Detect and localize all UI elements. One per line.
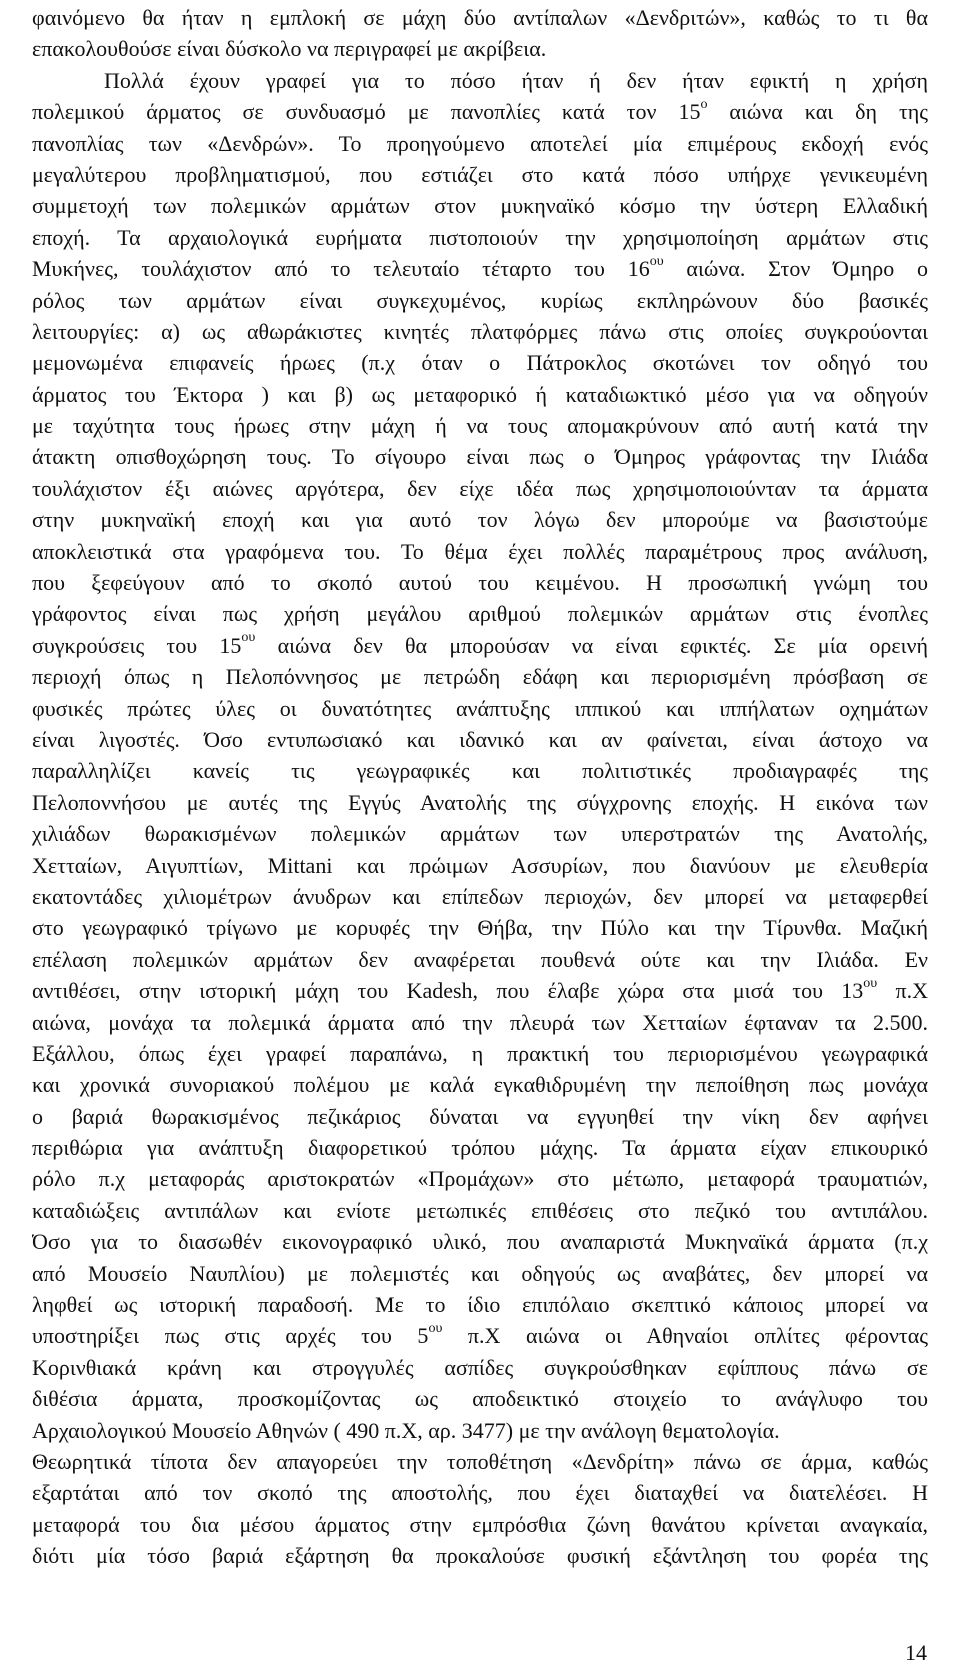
text-line: περιθώρια για ανάπτυξη διαφορετικού τρόπου μάχης. Τα άρματα είχαν επικουρικό <box>32 1135 928 1161</box>
text-line: ληφθεί ως ιστορική παραδοσή. Με το ίδιο επιπόλαιο σκεπτικό κάποιος μπορεί να <box>32 1292 928 1318</box>
text-line: λειτουργίες: α) ως αθωράκιστες κινητές πλατφόρμες πάνω στις οποίες συγκρούονται <box>32 318 928 344</box>
text-line: Χετταίων, Αιγυπτίων, Mittani και πρώιμων Ασσυρίων, που διανύουν με ελευθερία <box>32 852 928 878</box>
text-line <box>32 630 928 661</box>
text-segment: αιώνα δεν θα μπορούσαν να είναι εφικτές. Σε μία ορεινή <box>255 632 928 658</box>
text-line: φυσικές πρώτες ύλες οι δυνατότητες ανάπτυξης ιππικού και ιππήλατων οχημάτων <box>32 695 928 721</box>
text-line: Αρχαιολογικού Μουσείο Αθηνών ( 490 π.Χ, αρ. 3477) με την ανάλογη θεματολογία. <box>32 1417 780 1443</box>
text-line: χιλιάδων θωρακισμένων πολεμικών αρμάτων των υπερστρατών της Ανατολής, <box>32 821 928 847</box>
text-line: μεταφορά του δια μέσου άρματος στην εμπρόσθια ζώνη θανάτου κρίνεται αναγκαία, <box>32 1511 928 1537</box>
text-line: ο βαριά θωρακισμένος πεζικάριος δύναται να εγγυηθεί την νίκη δεν αφήνει <box>32 1103 928 1129</box>
text-line: Θεωρητικά τίποτα δεν απαγορεύει την τοποθέτηση «Δενδρίτη» πάνω σε άρμα, καθώς <box>32 1448 928 1474</box>
text-line: με ταχύτητα τους ήρωες στην μάχη ή να τους απομακρύνουν από αυτή κατά την <box>32 413 928 439</box>
text-segment: πολεμικού άρματος σε συνδυασμό με πανοπλίες κατά τον 15 <box>32 99 701 125</box>
text-line: διθέσια άρματα, προσκομίζοντας ως αποδεικτικό στοιχείο το ανάγλυφο του <box>32 1386 928 1412</box>
text-segment: αιώνα και δη της <box>707 99 928 125</box>
text-segment: π.Χ αιώνα οι Αθηναίοι οπλίτες φέροντας <box>442 1323 928 1349</box>
text-line <box>32 253 928 284</box>
text-line: μεμονωμένα επιφανείς ήρωες (π.χ όταν ο Πάτροκλος σκοτώνει τον οδηγό του <box>32 350 928 376</box>
superscript: ου <box>428 1321 443 1337</box>
text-line: άτακτη οπισθοχώρηση τους. Το σίγουρο είναι πως ο Όμηρος γράφοντας την Ιλιάδα <box>32 444 928 470</box>
body-text <box>32 0 928 1572</box>
text-line <box>32 1320 928 1351</box>
text-line: και χρονικά συνοριακού πολέμου με καλά εγκαθιδρυμένη την πεποίθηση πως μονάχα <box>32 1072 928 1098</box>
text-segment: π.Χ <box>877 978 928 1004</box>
text-line: διότι μία τόσο βαριά εξάρτηση θα προκαλούσε φυσική εξάντληση του φορέα της <box>32 1543 928 1569</box>
text-line: γράφοντος είναι πως χρήση μεγάλου αριθμού πολεμικών αρμάτων στις ένοπλες <box>32 601 928 627</box>
superscript: ου <box>863 975 878 991</box>
text-line <box>32 96 928 127</box>
text-line: παραλληλίζει κανείς τις γεωγραφικές και πολιτιστικές προδιαγραφές της <box>32 758 928 784</box>
text-line: μεγαλύτερου προβληματισμού, που εστιάζει στο κατά πόσο υπήρχε γενικευμένη <box>32 161 928 187</box>
text-line: στο γεωγραφικό τρίγωνο με κορυφές την Θήβα, την Πύλο και την Τίρυνθα. Μαζική <box>32 915 928 941</box>
text-segment: αντιθέσει, στην ιστορική μάχη του Kadesh, που έλαβε χώρα στα μισά του 13 <box>32 978 864 1004</box>
text-line: επέλαση πολεμικών αρμάτων δεν αναφέρεται πουθενά ούτε και την Ιλιάδα. Εν <box>32 946 928 972</box>
document-page <box>32 0 928 1572</box>
text-line: Όσο για το διασωθέν εικονογραφικό υλικό, που αναπαριστά Μυκηναϊκά άρματα (π.χ <box>32 1229 928 1255</box>
text-line: εποχή. Τα αρχαιολογικά ευρήματα πιστοποιούν την χρησιμοποίηση αρμάτων στις <box>32 224 928 250</box>
text-line: άρματος του Έκτορα ) και β) ως μεταφορικό ή καταδιωκτικό μέσο για να οδηγούν <box>32 381 928 407</box>
text-line: συμμετοχή των πολεμικών αρμάτων στον μυκηναϊκό κόσμο την ύστερη Ελλαδική <box>32 193 928 219</box>
text-line: Κορινθιακά κράνη και στρογγυλές ασπίδες συγκρούσθηκαν εφίππους πάνω σε <box>32 1354 928 1380</box>
text-segment: αιώνα. Στον Όμηρο ο <box>663 256 928 282</box>
text-line <box>32 975 928 1006</box>
text-line: φαινόμενο θα ήταν η εμπλοκή σε μάχη δύο αντίπαλων «Δενδριτών», καθώς το τι θα <box>32 5 928 30</box>
text-line: Εξάλλου, όπως έχει γραφεί παραπάνω, η πρακτική του περιορισμένου γεωγραφικά <box>32 1040 928 1066</box>
text-line: περιοχή όπως η Πελοπόννησος με πετρώδη εδάφη και περιορισμένη πρόσβαση σε <box>32 664 928 690</box>
text-line: ρόλος των αρμάτων είναι συγκεχυμένος, κυρίως εκπληρώνουν δύο βασικές <box>32 287 928 313</box>
text-line: Πελοποννήσου με αυτές της Εγγύς Ανατολής της σύγχρονης εποχής. Η εικόνα των <box>32 789 928 815</box>
text-line: ρόλο π.χ μεταφοράς αριστοκρατών «Προμάχων» στο μέτωπο, μεταφορά τραυματιών, <box>32 1166 928 1192</box>
text-line: εκατοντάδες χιλιομέτρων άνυδρων και επίπεδων περιοχών, δεν μπορεί να μεταφερθεί <box>32 883 928 909</box>
superscript: ου <box>241 630 256 646</box>
text-line: είναι λιγοστές. Όσο εντυπωσιακό και ιδανικό και αν φαίνεται, είναι άστοχο να <box>32 726 928 752</box>
text-line: από Μουσείο Ναυπλίου) με πολεμιστές και οδηγούς ως αναβάτες, δεν μπορεί να <box>32 1260 928 1286</box>
text-line: καταδιώξεις αντιπάλων και ενίοτε μετωπικές επιθέσεις στο πεζικό του αντιπάλου. <box>32 1197 928 1223</box>
text-line: Πολλά έχουν γραφεί για το πόσο ήταν ή δεν ήταν εφικτή η χρήση <box>104 67 928 93</box>
superscript: ο <box>700 96 708 112</box>
text-line: επακολουθούσε είναι δύσκολο να περιγραφεί με ακρίβεια. <box>32 36 547 62</box>
text-line: αιώνα, μονάχα τα πολεμικά άρματα από την πλευρά των Χετταίων έφταναν τα 2.500. <box>32 1009 928 1035</box>
text-line: πανοπλίας των «Δενδρών». Το προηγούμενο αποτελεί μία επιμέρους εκδοχή ενός <box>32 130 928 156</box>
text-segment: Μυκήνες, τουλάχιστον από το τελευταίο τέταρτο του 16 <box>32 256 650 282</box>
text-segment: συγκρούσεις του 15 <box>32 632 242 658</box>
text-segment: υποστηρίξει πως στις αρχές του 5 <box>32 1323 429 1349</box>
superscript: ου <box>649 253 664 269</box>
text-line: τουλάχιστον έξι αιώνες αργότερα, δεν είχε ιδέα πως χρησιμοποιούνταν τα άρματα <box>32 475 928 501</box>
text-line: που ξεφεύγουν από το σκοπό αυτού του κειμένου. Η προσωπική γνώμη του <box>32 570 928 596</box>
text-line: στην μυκηναϊκή εποχή και για αυτό τον λόγω δεν μπορούμε να βασιστούμε <box>32 507 928 533</box>
page-number: 14 <box>905 1640 927 1665</box>
text-line: εξαρτάται από τον σκοπό της αποστολής, που έχει διαταχθεί να διατελέσει. Η <box>32 1480 928 1506</box>
text-line: αποκλειστικά στα γραφόμενα του. Το θέμα έχει πολλές παραμέτρους προς ανάλυση, <box>32 538 928 564</box>
